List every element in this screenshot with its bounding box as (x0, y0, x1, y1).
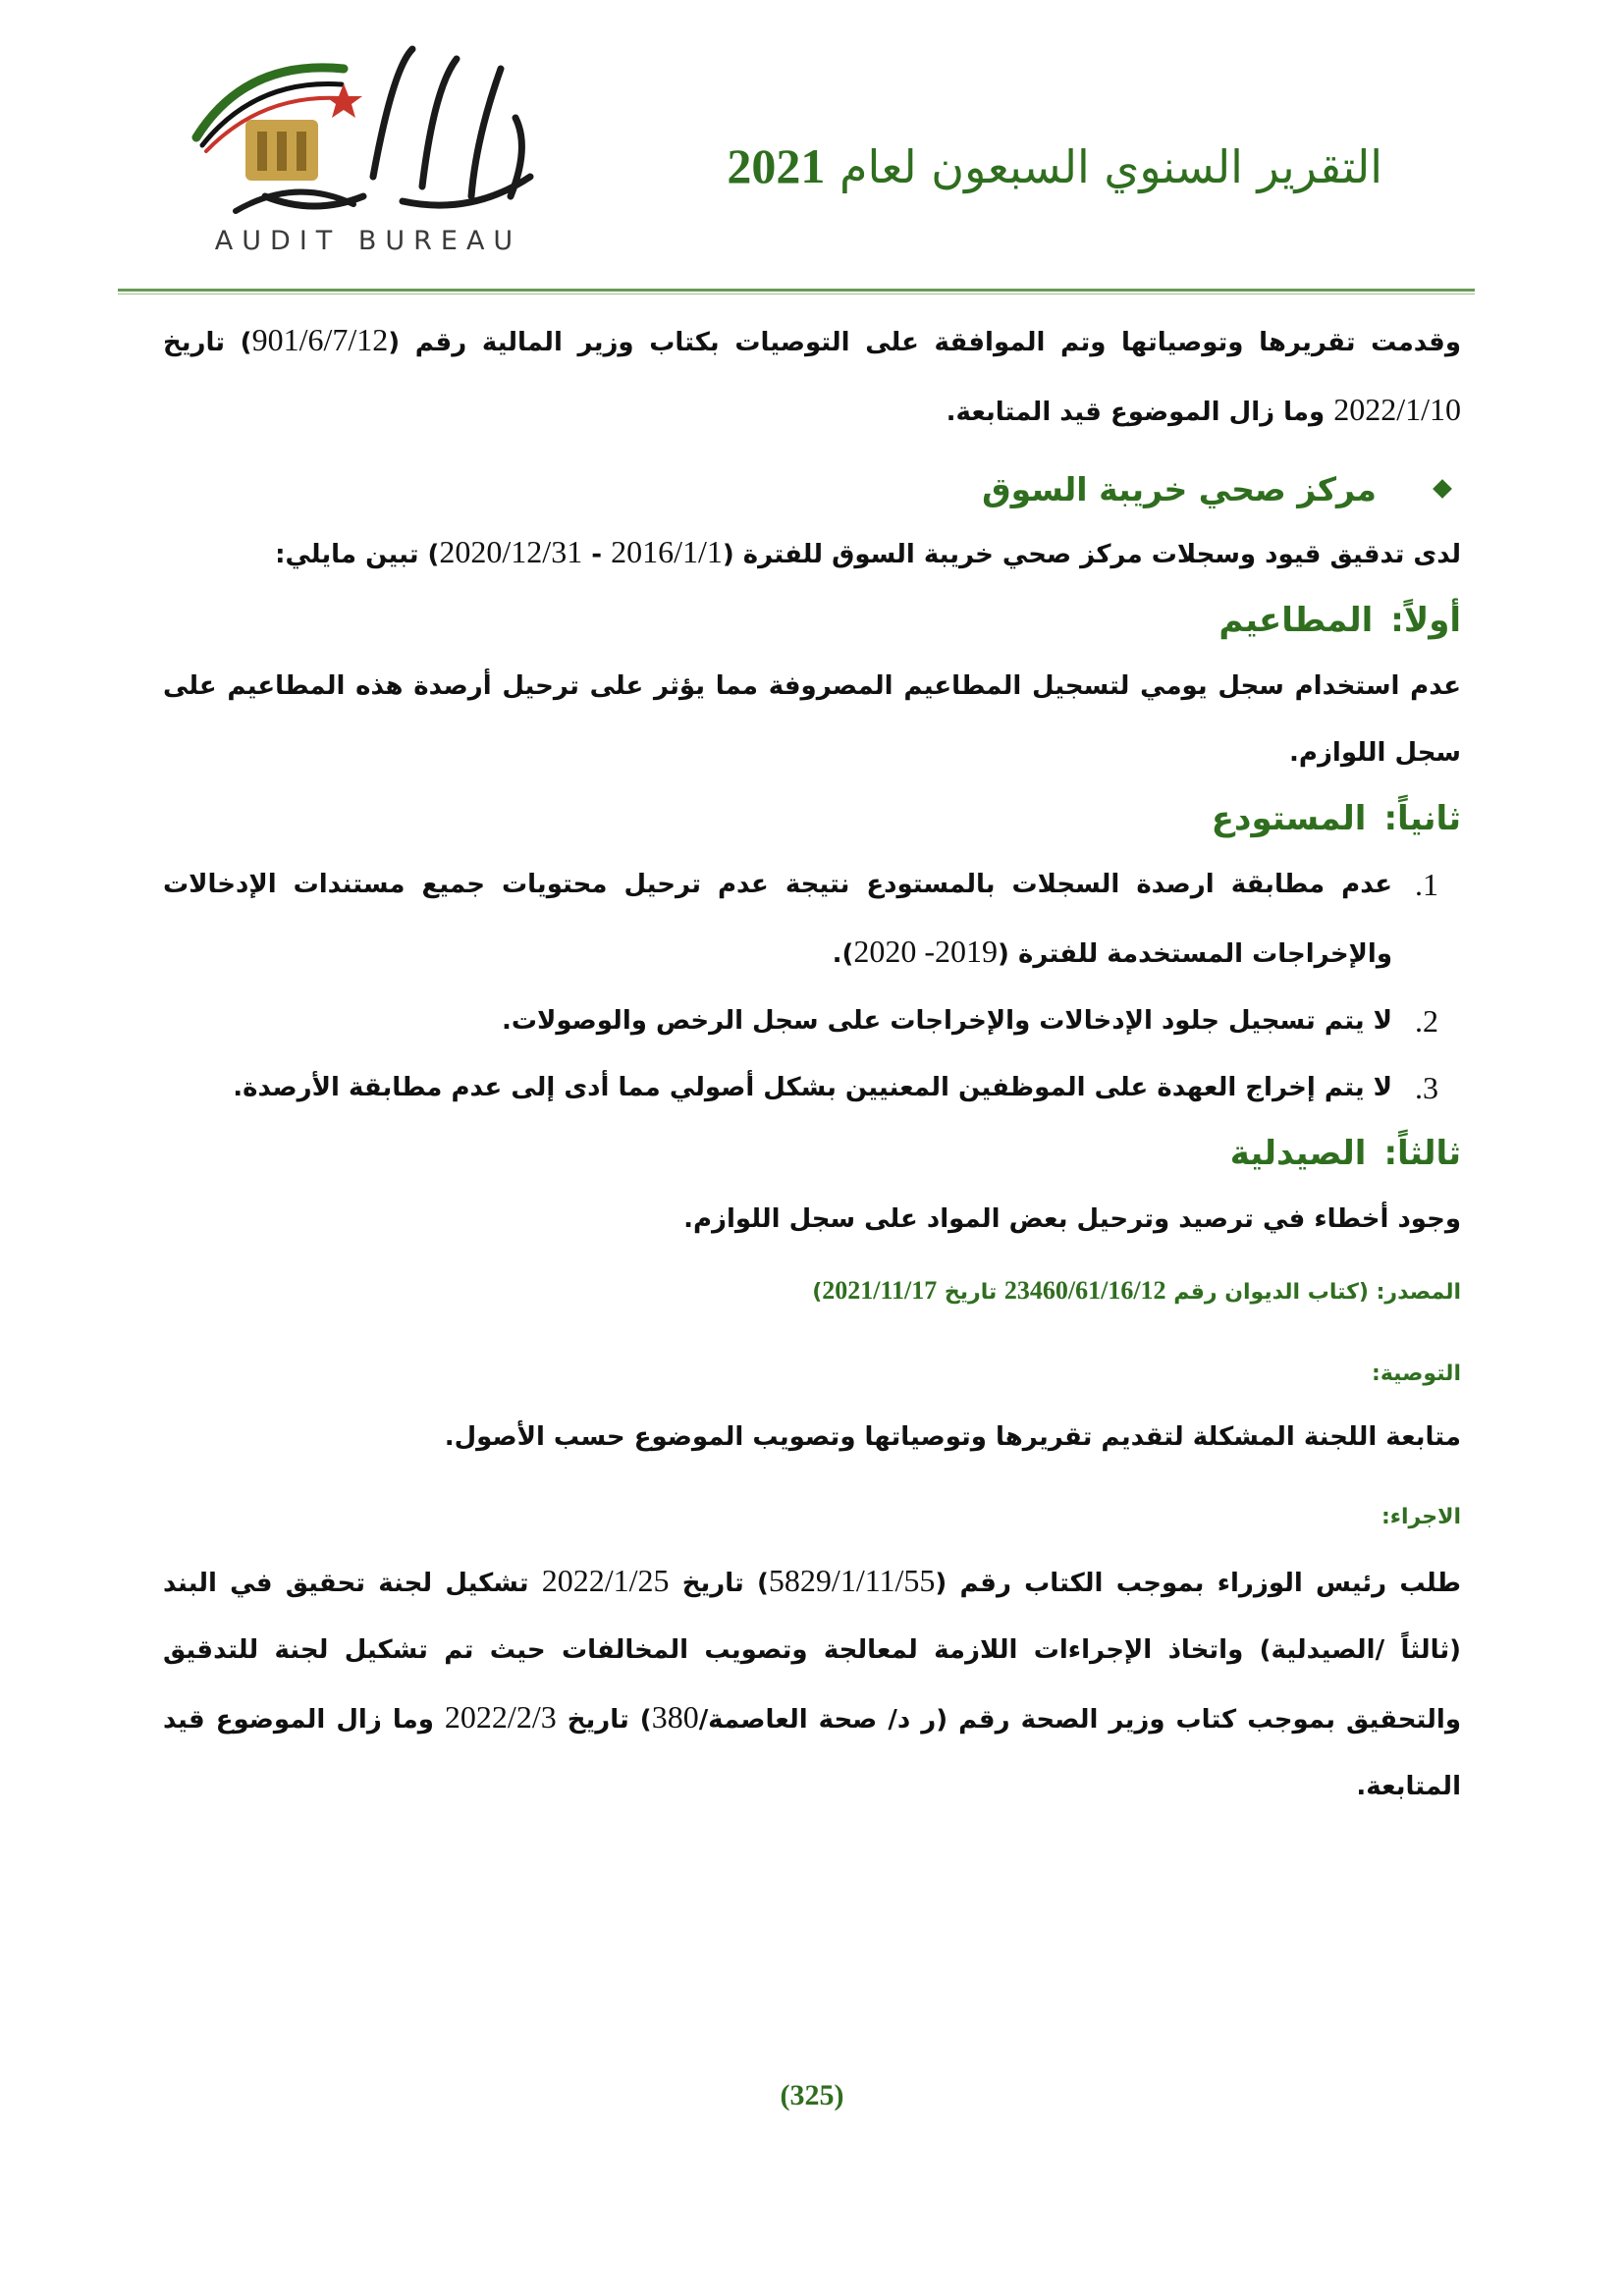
intro-date: 2022/1/10 (1333, 392, 1461, 427)
action-text-c: تشكيل لجنة تحقيق في البند (ثالثاً /الصيدلية) واتخاذ الإجراءات اللازمة لمعالجة وتصويب المخالفات حيث تم تشكيل لجنة للتدقيق والتحقيق بموجب كتاب وزير الصحة رقم (ر د/ صحة العاصمة/ (163, 1569, 1461, 1735)
recommendation-label: التوصية: (1372, 1362, 1461, 1386)
center-heading (163, 459, 1461, 518)
source-text-c: ) (812, 1280, 823, 1305)
intro-text-3: وما زال الموضوع قيد المتابعة. (946, 398, 1334, 427)
action-ref-number-1: 5829/1/11/55 (768, 1563, 936, 1598)
intro-paragraph (163, 306, 1461, 446)
first-label: أولاً: (1390, 601, 1461, 640)
third-label: ثالثاً: (1383, 1134, 1461, 1173)
third-section-heading (163, 1121, 1461, 1186)
logo-english-text: AUDIT BUREAU (214, 226, 522, 256)
third-title: الصيدلية (1229, 1134, 1367, 1173)
list-item-text-a: عدم مطابقة ارصدة السجلات بالمستودع نتيجة عدم ترحيل محتويات جميع مستندات الإدخالات والإخراجات المستخدمة للفترة ( (163, 870, 1392, 969)
first-section-heading (163, 588, 1461, 653)
list-item-number: 2. (1415, 1003, 1438, 1039)
list-item (163, 851, 1461, 988)
action-paragraph (163, 1547, 1461, 1820)
first-paragraph: عدم استخدام سجل يومي لتسجيل المطاعيم المصروفة مما يؤثر على ترحيل أرصدة هذه المطاعيم على سجل اللوازم. (163, 671, 1461, 768)
page-content (163, 306, 1461, 1820)
action-text-d: ) تاريخ (556, 1705, 652, 1735)
list-item (163, 988, 1461, 1054)
audit-text-1: لدى تدقيق قيود وسجلات مركز صحي خريبة السوق للفترة ( (722, 540, 1461, 569)
second-title: المستودع (1211, 799, 1367, 838)
list-item-text-b: ). (832, 939, 854, 969)
third-paragraph: وجود أخطاء في ترصيد وترحيل بعض المواد على سجل اللوازم. (683, 1204, 1461, 1234)
center-title: مركز صحي خريبة السوق (982, 469, 1377, 508)
report-year: 2021 (727, 138, 826, 193)
audit-text-2: ) تبين مايلي: (275, 540, 440, 569)
intro-text-2: ) تاريخ (163, 328, 252, 357)
action-label: الاجراء: (1380, 1505, 1461, 1529)
audit-bureau-logo (177, 29, 560, 255)
intro-ref-number: 901/6/7/12 (251, 322, 389, 357)
audit-start-date: 2016/1/1 (611, 534, 723, 569)
list-item-text (163, 851, 1392, 988)
audit-end-date: 2020/12/31 (439, 534, 583, 569)
source-text-b: تاريخ (937, 1280, 1004, 1305)
list-item (163, 1054, 1461, 1121)
intro-text-1: وقدمت تقريرها وتوصياتها وتم الموافقة على التوصيات بكتاب وزير المالية رقم ( (388, 328, 1461, 357)
recommendation-text: متابعة اللجنة المشكلة لتقديم تقريرها وتوصياتها وتصويب الموضوع حسب الأصول. (444, 1422, 1461, 1452)
action-text-b: ) تاريخ (669, 1569, 769, 1598)
source-text-a: المصدر: (كتاب الديوان رقم (1165, 1280, 1461, 1305)
diamond-bullet-icon (1433, 479, 1452, 499)
report-title (727, 137, 1382, 194)
list-item-text: لا يتم تسجيل جلود الإدخالات والإخراجات على سجل الرخص والوصولات. (501, 1006, 1392, 1036)
action-text-e: وما زال الموضوع قيد المتابعة. (163, 1705, 1461, 1801)
list-item-number: 1. (1415, 867, 1438, 902)
second-section-heading (163, 786, 1461, 851)
audit-date-separator: - (582, 540, 612, 569)
list-item-number: 3. (1415, 1070, 1438, 1105)
source-ref-number: 23460/61/16/12 (1003, 1276, 1166, 1305)
second-label: ثانياً: (1383, 799, 1461, 838)
action-text-a: طلب رئيس الوزراء بموجب الكتاب رقم ( (935, 1569, 1462, 1598)
source-line (163, 1256, 1461, 1327)
action-date-2: 2022/2/3 (444, 1699, 557, 1735)
list-item-text: لا يتم إخراج العهدة على الموظفين المعنيين بشكل أصولي مما أدى إلى عدم مطابقة الأرصدة. (233, 1073, 1392, 1102)
header-divider (118, 289, 1475, 292)
page-header (0, 0, 1624, 294)
first-title: المطاعيم (1218, 601, 1374, 640)
list-item-years: 2019- 2020 (853, 934, 999, 969)
source-date: 2021/11/17 (822, 1276, 938, 1305)
report-title-text: التقرير السنوي السبعون لعام (839, 140, 1382, 193)
page-number: (325) (780, 2079, 844, 2111)
audit-paragraph (163, 518, 1461, 588)
action-date-1: 2022/1/25 (541, 1563, 670, 1598)
logo-emblem-icon (177, 29, 560, 226)
action-ref-number-2: 380 (651, 1699, 699, 1735)
